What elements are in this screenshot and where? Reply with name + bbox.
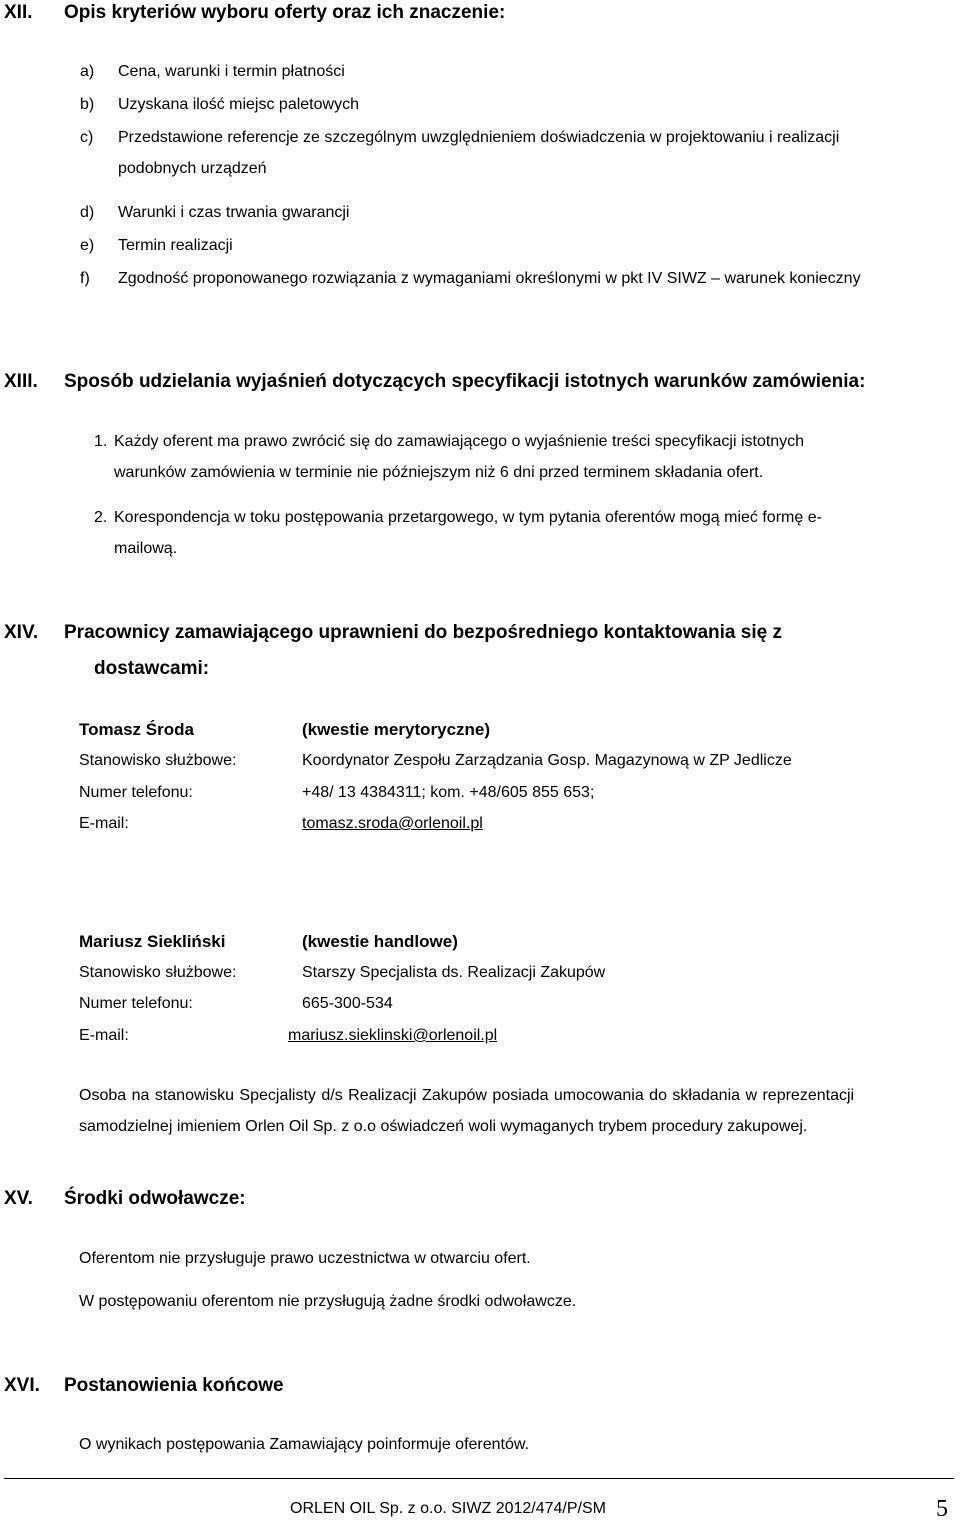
criteria-c-letter: c) [80,129,94,146]
contact-1-name: Tomasz Środa [79,720,194,739]
section-12-title: Opis kryteriów wyboru oferty oraz ich znaczenie: [64,2,506,23]
criteria-e-text: Termin realizacji [118,237,233,254]
item-2-number: 2. [94,509,108,526]
criteria-d-text: Warunki i czas trwania gwarancji [118,204,350,221]
contact-1-phone-label: Numer telefonu: [79,784,193,801]
section-14-title-line1: Pracownicy zamawiającego uprawnieni do bezpośredniego kontaktowania się z [64,622,782,643]
section-13-number: XIII. [4,371,38,392]
contact-2-role: (kwestie handlowe) [302,932,458,951]
contact-2-position-value: Starszy Specjalista ds. Realizacji Zakupów [302,964,606,981]
authorization-note-line2: samodzielnej imieniem Orlen Oil Sp. z o.o oświadczeń woli wymaganych trybem procedury zakupowej. [79,1118,808,1135]
contact-2-email-link[interactable]: mariusz.sieklinski@orlenoil.pl [288,1027,498,1044]
criteria-b-letter: b) [80,96,95,113]
contact-2-name: Mariusz Siekliński [79,932,226,951]
item-1-line1: Każdy oferent ma prawo zwrócić się do zamawiającego o wyjaśnienie treści specyfikacji istotnych [114,433,805,450]
section-15-line2: W postępowaniu oferentom nie przysługują żadne środki odwoławcze. [79,1293,577,1310]
criteria-b-text: Uzyskana ilość miejsc paletowych [118,96,359,113]
contact-2-email-label: E-mail: [79,1027,129,1044]
criteria-d-letter: d) [80,204,95,221]
section-15-title: Środki odwoławcze: [64,1188,246,1209]
criteria-c-text-cont: podobnych urządzeń [118,160,267,177]
section-14-number: XIV. [4,622,39,643]
authorization-note-line1: Osoba na stanowisku Specjalisty d/s Realizacji Zakupów posiada umocowania do składania w reprezentacji [79,1087,855,1104]
page-number: 5 [936,1496,948,1522]
contact-1-phone-value: +48/ 13 4384311; kom. +48/605 855 653; [302,784,595,801]
contact-2-phone-value: 665-300-534 [302,995,393,1012]
item-1-line2: warunków zamówienia w terminie nie późniejszym niż 6 dni przed terminem składania ofert. [114,464,764,481]
section-16-number: XVI. [4,1375,40,1396]
item-2-line1: Korespondencja w toku postępowania przetargowego, w tym pytania oferentów mogą mieć formę e- [114,509,822,526]
section-14-title-line2: dostawcami: [94,658,210,679]
section-12-number: XII. [4,2,33,23]
contact-1-email-label: E-mail: [79,815,129,832]
section-16-title: Postanowienia końcowe [64,1375,284,1396]
contact-1-role: (kwestie merytoryczne) [302,720,491,739]
footer-divider [4,1478,954,1479]
item-1-number: 1. [94,433,108,450]
contact-2-phone-label: Numer telefonu: [79,995,193,1012]
section-13-title: Sposób udzielania wyjaśnień dotyczących specyfikacji istotnych warunków zamówienia: [64,371,866,392]
footer-text: ORLEN OIL Sp. z o.o. SIWZ 2012/474/P/SM [290,1500,606,1517]
criteria-f-text: Zgodność proponowanego rozwiązania z wymaganiami określonymi w pkt IV SIWZ – warunek konieczny [118,270,861,287]
section-15-number: XV. [4,1188,33,1209]
criteria-c-text: Przedstawione referencje ze szczególnym uwzględnieniem doświadczenia w projektowaniu i realizacji [118,129,840,146]
contact-1-position-value: Koordynator Zespołu Zarządzania Gosp. Magazynową w ZP Jedlicze [302,752,792,769]
criteria-f-letter: f) [80,270,90,287]
contact-1-email-link[interactable]: tomasz.sroda@orlenoil.pl [302,815,483,832]
criteria-a-letter: a) [80,63,95,80]
section-15-line1: Oferentom nie przysługuje prawo uczestnictwa w otwarciu ofert. [79,1250,531,1267]
section-16-line1: O wynikach postępowania Zamawiający poinformuje oferentów. [79,1436,530,1453]
contact-1-position-label: Stanowisko służbowe: [79,752,237,769]
criteria-a-text: Cena, warunki i termin płatności [118,63,345,80]
item-2-line2: mailową. [114,540,178,557]
criteria-e-letter: e) [80,237,95,254]
contact-2-position-label: Stanowisko służbowe: [79,964,237,981]
